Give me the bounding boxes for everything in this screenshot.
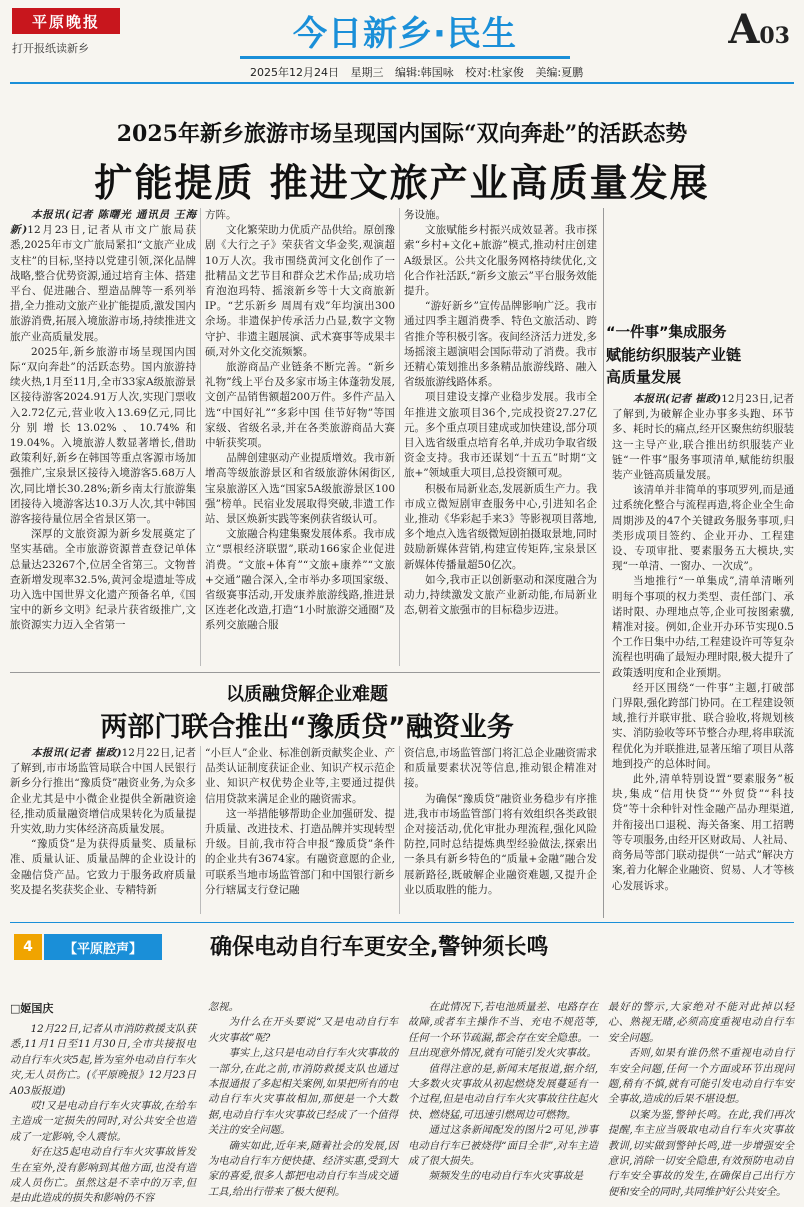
article2-kicker: 以质融贷解企业难题 [226,684,388,705]
commentary-paragraph: 以案为鉴,警钟长鸣。在此,我们再次提醒,车主应当吸取电动自行车火灾事故教训,切实做到警钟长鸣,进一步增强安全意识,消除一切安全隐患,有效预防电动自行车安全事故的发生,在确保自己出行方便和安全的同时,共同维护好公共安全。 [608,1108,794,1198]
commentary-paragraph: 最好的警示,大家绝对不能对此掉以轻心、熟视无睹,必须高度重视电动自行车安全问题。 [608,1001,794,1044]
newspaper-slogan: 打开报纸读新乡 [12,42,89,55]
article1-byline: 本报讯(记者 陈曙光 通讯员 王海新) [10,209,196,237]
commentary-number-icon: 4 [14,934,42,960]
article1-paragraph: 品牌创建驱动产业提质增效。我市新增高等级旅游景区和省级旅游休闲街区,宝泉旅游区入选“国家5A级旅游景区100强”榜单。民宿业发展取得突破,非遗工作站、景区焕新实践等案例获省级认可。 [205,452,395,526]
article1-paragraph: 积极布局新业态,发展新质生产力。我市成立微短剧审查服务中心,引进知名企业,推动《华彩起手来3》等影视项目落地,多个地点入选省级微短剧拍摄取景地,同时鼓励新媒体营销,构建宣传矩阵,宝泉景区新媒体传播量超50亿次。 [404,482,597,571]
article1-column-2 [205,208,395,668]
commentary-paragraph: 在此情况下,若电池质量差、电路存在故障,或者车主操作不当、充电不规范等,任何一个环节疏漏,都会存在安全隐患。一旦出现意外情况,就有可能引发火灾事故。 [408,1001,598,1060]
article1-paragraph: 文旅赋能乡村振兴成效显著。我市探索“乡村+文化+旅游”模式,推动村庄创建A级景区。公共文化服务网格持续优化,文化合作社活跃,“新乡文旅云”平台服务效能提升。 [404,224,597,298]
commentary-column-badge: 【平原腔声】 [44,934,162,960]
article1-column-3 [404,208,597,668]
commentary-author: □姬国庆 [10,1002,54,1015]
article1-paragraph: 12月23日,记者从市文广旅局获悉,2025年市文广旅局紧扣“文旅产业成支柱”的目标,坚持以党建引领,深化品牌战略,整合优势资源,通过培育主体、搭建平台、促进融合、塑造品牌等一系列举措,全力推动文旅产业扩能提质,激发国内旅游消费,拓展入境旅游市场,持续推进文旅产业高质量发展。 [10,224,197,343]
masthead-rule [10,82,794,84]
article2-paragraph: “小巨人”企业、标准创新贡献奖企业、产品类认证制度获证企业、知识产权示范企业、知识产权优势企业等,主要通过提供信用贷款来满足企业的融资需求。 [205,747,395,805]
article1-paragraph: 深厚的文旅资源为新乡发展奠定了坚实基础。全市旅游资源普查登记单体总量达23267个,位居全省第三。文物普查新增发现率32.5%,黄河金堤遗址等成功入选中国世界文化遗产预备名单,《国宝中的新乡文明》纪录片获省级推广,文旅资源实力迈入全省第一 [10,528,196,632]
newspaper-logo: 平原晚报 [12,8,120,34]
article2-paragraph: 这一举措能够帮助企业加强研发、提升质量、改进技术、打造品牌并实现转型升级。目前,我市符合申报“豫质贷”条件的企业共有3674家。有融资意愿的企业,可联系当地市场监管部门和中国银行新乡分行辖属支行登记融 [205,807,395,896]
article1-headline: 扩能提质 推进文旅产业高质量发展 [94,161,710,205]
section-underline [240,56,570,59]
article2-column-3 [404,746,597,916]
commentary-paragraph: 12月22日,记者从市消防救援支队获悉,11月1日至11月30日,全市共接报电动自行车火灾5起,皆为室外电动自行车火灾,无人员伤亡。(《平原晚报》12月23日A03版报道) [10,1023,196,1097]
article1-paragraph: 项目建设支撑产业稳步发展。我市全年推进文旅项目36个,完成投资27.27亿元。多个重点项目建成或加快建设,部分项目入选省级重点培育名单,并成功争取省级资金支持。我市还谋划“十五五”时期“文旅+”领域重大项目,总投资额可观。 [404,391,597,480]
column-divider [399,208,400,666]
side-article-headline: 高质量发展 [606,368,682,386]
page-letter: A [728,6,760,53]
article1-paragraph: 如今,我市正以创新驱动和深度融合为动力,持续激发文旅产业新动能,布局新业态,朝着文旅强市的目标稳步迈进。 [404,573,597,617]
article2-paragraph: “豫质贷”是为获得质量奖、质量标准、质量认证、质量品牌的企业设计的金融信贷产品。它致力于服务政府质量奖及提名奖获奖企业、专精特新 [10,838,196,896]
commentary-headline: 确保电动自行车更安全,警钟须长鸣 [210,935,549,960]
article1-paragraph: “游好新乡”宣传品牌影响广泛。我市通过四季主题消费季、特色文旅活动、跨省推介等积极引客。夜间经济活力迸发,多场摇滚主题演唱会国际带动了消费。我市还精心策划推出多条精品旅游线路、融入省级旅游线路体系。 [404,300,597,389]
commentary-paragraph: 频频发生的电动自行车火灾事故是 [428,1170,584,1183]
page-number-badge [728,6,790,53]
side-article-paragraph: 12月23日,记者了解到,为破解企业办事多头跑、环节多、耗时长的痛点,经开区聚焦纺织服装这一主导产业,联合推出纺织服装产业链“一件事”服务事项清单,赋能纺织服装产业链高质量发展。 [612,393,794,482]
column-divider [200,746,201,914]
commentary-paragraph: 通过这条新闻配发的图片2可见,涉事电动自行车已被烧得“面目全非”,对车主造成了很大损失。 [408,1124,598,1168]
article2-paragraph: 为确保“豫质贷”融资业务稳步有序推进,我市市场监管部门将有效组织各类政银企对接活动,优化审批办理流程,强化风险防控,同时总结提炼典型经验做法,探索出一条具有新乡特色的“质量+金融”融合发展新路径,既破解企业融资难题,又提升企业以质取胜的能力。 [404,792,597,896]
commentary-column-2 [208,1000,398,1198]
column-divider [200,208,201,666]
article1-paragraph: 旅游商品产业链条不断完善。“新乡礼物”线上平台及多家市场主体蓬勃发展,文创产品销售额超200万件。多件产品入选“中国好礼”“多彩中国 佳节好物”等国家级、省级名录,并在各类旅游商品大赛中斩获奖项。 [205,361,395,450]
proof-credit: 校对:杜家俊 [465,66,524,79]
article2-paragraph: 12月22日,记者了解到,市市场监管局联合中国人民银行新乡分行推出“豫质贷”融资业务,为众多企业尤其是中小微企业提供全新融资途径,推动质量融资增信成果转化为质量提升实效,助力实体经济高质量发展。 [10,747,197,836]
side-article-headline: 赋能纺织服装产业链 [606,346,742,364]
side-article-heading [606,322,794,388]
issue-date: 2025年12月24日 [250,66,339,79]
article1-paragraph: 2025年,新乡旅游市场呈现国内国际“双向奔赴”的活跃态势。国内旅游持续火热,1月至11月,全市33家A级旅游景区接待游客2024.91万人次,实现门票收入2.72亿元,营业收入13.69亿元,同比分别增长13.02%、10.74%和19.04%。入境旅游人数显著增长,借助政策利好,新乡在韩国等重点客源市场加强推广,宝泉景区接待入境游客5.68万人次,同比增长30.28%;新乡南太行旅游集团接待入境游客达10.3万人次,其中韩国游客接待量位居全省景区第一。 [10,345,196,526]
commentary-column-4 [608,1000,794,1198]
commentary-paragraph: 值得注意的是,新闻末尾报道,据介绍,大多数火灾事故从初起燃烧发展蔓延有一个过程,但是电动自行车火灾事故往往起火快、燃烧猛,可迅速引燃周边可燃物。 [408,1062,598,1121]
article1-paragraph: 文旅融合构建集聚发展体系。我市成立“票根经济联盟”,联动166家企业促进消费。“文旅+体育”“文旅+康养”“文旅+交通”融合深入,全市举办多项国家级、省级赛事活动,开发康养旅游线路,推进景区连老化改造,打造“1小时旅游交通圈”及系列交旅融合服 [205,528,395,632]
article1-kicker: 2025年新乡旅游市场呈现国内国际“双向奔赴”的活跃态势 [116,121,688,147]
side-article-paragraph: 此外,清单特别设置“要素服务”板块,集成“信用快贷”“外贸贷”“科技贷”等十余种针对性金融产品办理渠道,并衔接出口退税、海关备案、用工招聘等专项服务,由经开区财政局、人社局、商务局等部门联动提供“一站式”解决方案,着力化解企业融资、贸易、人才等核心发展诉求。 [612,773,794,892]
commentary-paragraph: 好在这5起电动自行车火灾事故皆发生在室外,没有影响到其他方面,也没有造成人员伤亡。虽然这是不幸中的万幸,但是由此造成的损失和影响仍不容 [10,1146,196,1205]
issue-meta [250,64,591,80]
side-article-byline: 本报讯(记者 崔政) [633,393,722,405]
article1-column-1 [10,208,196,668]
article1-paragraph: 文化繁荣助力优质产品供给。原创豫剧《大行之子》荣获省文华金奖,观演超10万人次。我市围绕黄河文化创作了一批精品文艺节目和群众艺术作品;成功培育泡泡玛特、摇滚新乡等十大文商旅新IP。“艺乐新乡 周周有戏”年均演出300余场。非遗保护传承活力凸显,数字文物守护、非遗主题展演、武术赛事等成果丰硕,对外文化交流频繁。 [205,224,395,358]
article1-paragraph: 务设施。 [404,209,446,221]
commentary-paragraph: 确实如此,近年来,随着社会的发展,因为电动自行车方便快捷、经济实惠,受到大家的喜爱,很多人都把电动自行车当成交通工具,给出行带来了极大便利。 [208,1139,398,1198]
column-divider [399,746,400,914]
masthead [0,0,804,82]
commentary-paragraph: 哎!又是电动自行车火灾事故,在给车主造成一定损失的同时,对公共安全也造成了一定影响,令人震惊。 [10,1100,196,1143]
editor-credit: 编辑:韩国咏 [395,66,454,79]
commentary-column-3 [408,1000,598,1198]
commentary-paragraph: 事实上,这只是电动自行车火灾事故的一部分,在此之前,市消防救援支队也通过本报通报了多起相关案例,如果把所有的电动自行车火灾事故相加,那便是一个大数据,电动自行车火灾事故已经成了一个值得关注的安全问题。 [208,1047,398,1137]
page-number: 03 [759,23,790,49]
commentary-paragraph: 否则,如果有谁仍然不重视电动自行车安全问题,任何一个方面或环节出现问题,稍有不慎,就有可能引发电动自行车安全事故,造成的后果不堪设想。 [608,1047,794,1106]
commentary-rule [10,922,794,923]
article2-column-2 [205,746,395,916]
side-article-body [612,392,794,916]
side-column-divider [603,208,604,918]
commentary-paragraph: 为什么在开头要说“又是电动自行车火灾事故”呢? [208,1016,398,1044]
article2-byline: 本报讯(记者 崔政) [31,747,122,759]
article2-column-1 [10,746,196,916]
article-divider [10,672,600,673]
issue-weekday: 星期三 [350,66,384,79]
section-title: 今日新乡·民生 [293,14,517,54]
side-article-paragraph: 当地推行“一单集成”,清单清晰列明每个事项的权力类型、责任部门、承诺时限、办理地点等,企业可按图索骥,精准对接。例如,企业开办环节实现0.5个工作日集中办结,工程建设许可等复杂流程也明确了最短办理时限,极大提升了政策透明度和企业预期。 [612,575,794,679]
commentary-paragraph: 忽视。 [208,1001,239,1013]
art-credit: 美编:夏鹏 [535,66,584,79]
side-article-paragraph: 经开区围绕“一件事”主题,打破部门界限,强化跨部门协同。在工程建设领域,推行并联审批、联合验收,将规划核实、消防验收等环节整合办理,将串联流程优化为并联推进,显著压缩了项目从落地到投产的总体时间。 [612,681,794,770]
side-article-paragraph: 该清单并非简单的事项罗列,而是通过系统化整合与流程再造,将企业全生命周期涉及的47个关键政务服务事项,归类形成项目签约、企业开办、工程建设、专项审批、要素服务五大模块,实现“一单清、一窗办、一次成”。 [612,484,794,573]
article2-headline: 两部门联合推出“豫质贷”融资业务 [100,712,514,743]
article1-paragraph: 方阵。 [205,209,237,221]
article2-paragraph: 资信息,市场监管部门将汇总企业融资需求和质量要素状况等信息,推动银企精准对接。 [404,747,597,790]
commentary-column-1 [10,1022,196,1205]
side-article-kicker: “一件事”集成服务 [606,325,727,341]
